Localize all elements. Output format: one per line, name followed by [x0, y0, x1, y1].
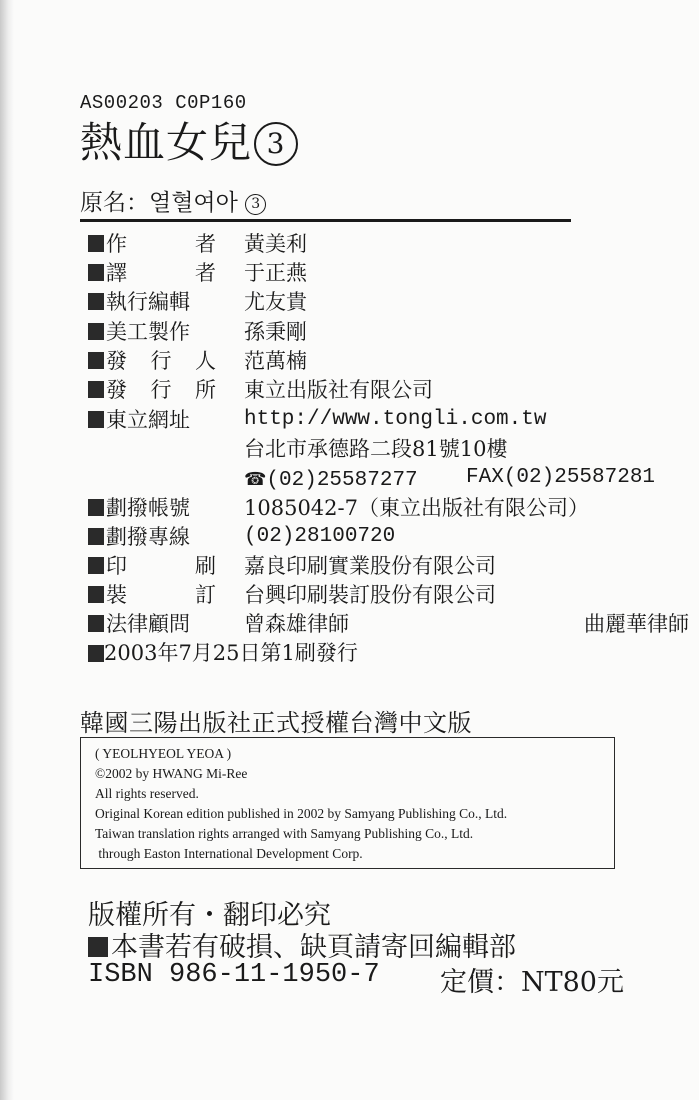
credit-label [106, 523, 216, 551]
original-volume-number: 3 [245, 194, 266, 215]
credit-label-char: 者 [195, 261, 216, 285]
title-text: 熱血女兒 [80, 118, 253, 167]
credit-label-char: 專 [148, 525, 169, 549]
credit-label [106, 376, 216, 404]
bullet-square [88, 411, 104, 428]
credit-row [88, 288, 648, 316]
credit-label-char: 線 [169, 525, 190, 549]
lawyer-2: 曲麗華律師 [584, 612, 689, 636]
credit-label-char: 執 [106, 290, 127, 314]
credit-value: 東立出版社有限公司 [244, 378, 433, 402]
credit-label-char: 址 [169, 408, 190, 432]
copyright-line: All rights reserved. [95, 786, 199, 801]
credit-label-char: 立 [127, 408, 148, 432]
copyright-line: Taiwan translation rights arranged with Samyang Publishing Co., Ltd. [95, 826, 474, 841]
credit-value: (02)28100720 [244, 525, 396, 548]
credit-value: 孫秉剛 [244, 320, 307, 344]
credit-label-char: 帳 [148, 496, 169, 520]
credit-label-char: 印 [106, 554, 127, 578]
credit-label-char: 律 [127, 612, 148, 636]
credit-value: 范萬楠 [244, 349, 307, 373]
credit-value: 黃美利 [244, 232, 307, 256]
credit-label [106, 581, 216, 609]
print-date: 2003年7月25日第1刷發行 [104, 641, 358, 665]
print-date-row [88, 639, 358, 667]
credit-label-char: 網 [148, 408, 169, 432]
credit-value [244, 610, 689, 638]
credit-label-char: 所 [195, 378, 216, 402]
credit-label [106, 230, 216, 258]
telephone-icon: ☎ [244, 469, 267, 490]
bullet-square [88, 323, 104, 340]
credit-row [88, 494, 648, 522]
credit-value: 台興印刷裝訂股份有限公司 [244, 583, 496, 607]
lawyer-1: 曾森雄律師 [244, 612, 349, 636]
credit-label-char: 發 [106, 378, 127, 402]
credit-label-char: 問 [169, 612, 190, 636]
catalog-code: AS00203 C0P160 [80, 92, 247, 114]
credit-label-char: 發 [106, 349, 127, 373]
credit-value: 嘉良印刷實業股份有限公司 [244, 554, 496, 578]
credit-row [88, 581, 648, 609]
copyright-line: through Easton International Development Corp. [95, 846, 363, 861]
copyright-line: ( YEOLHYEOL YEOA ) [95, 746, 232, 761]
bullet-square [88, 528, 104, 545]
original-title-label: 原名： [80, 190, 149, 216]
copyright-box [80, 737, 615, 869]
credit-row [88, 318, 648, 346]
credit-label-char: 劃 [106, 525, 127, 549]
credit-label-char: 作 [106, 232, 127, 256]
return-notice: 本書若有破損、缺頁請寄回編輯部 [111, 932, 516, 963]
bullet-square [88, 615, 104, 632]
credit-label-char: 撥 [127, 496, 148, 520]
isbn: ISBN 986-11-1950-7 [88, 960, 380, 990]
credit-label-char: 號 [169, 496, 190, 520]
bullet-square [88, 235, 104, 252]
title-rule [80, 219, 571, 222]
credit-label-char: 法 [106, 612, 127, 636]
credit-value: 尤友貴 [244, 290, 307, 314]
return-notice-row [88, 925, 516, 964]
bullet-square [88, 557, 104, 574]
bullet-square [88, 645, 104, 662]
credit-label-char: 編 [148, 290, 169, 314]
credit-label-char: 顧 [148, 612, 169, 636]
bullet-square [88, 586, 104, 603]
credit-row [88, 552, 648, 580]
price: 定價：NT80元 [440, 967, 624, 998]
credit-label-char: 美 [106, 320, 127, 344]
credit-row [88, 259, 648, 287]
bullet-square [88, 937, 108, 957]
credit-label [106, 552, 216, 580]
bullet-square [88, 293, 104, 310]
credit-row [88, 406, 648, 434]
bullet-square [88, 352, 104, 369]
credit-label-char: 工 [127, 320, 148, 344]
publisher-address: 台北市承德路二段81號10樓 [244, 437, 508, 461]
volume-number: 3 [254, 122, 298, 166]
credit-label-char: 者 [195, 232, 216, 256]
binding-shadow [0, 0, 14, 1100]
credit-label-char: 東 [106, 408, 127, 432]
credit-label [106, 347, 216, 375]
fax-number: FAX(02)25587281 [466, 466, 656, 489]
original-title [80, 184, 266, 217]
credit-label-char: 行 [150, 378, 172, 402]
credit-row [88, 347, 648, 375]
credit-row [88, 376, 648, 404]
credit-label-char: 撥 [127, 525, 148, 549]
credit-label [106, 610, 216, 638]
phone-number: (02)25587277 [266, 469, 418, 492]
credit-label-char: 製 [148, 320, 169, 344]
credit-row [88, 610, 689, 638]
credit-label [106, 406, 216, 434]
credit-row [88, 230, 648, 258]
credit-label-char: 作 [169, 320, 190, 344]
credit-label-char: 譯 [106, 261, 127, 285]
credit-label-char: 刷 [195, 554, 216, 578]
contact-line [244, 464, 656, 492]
credit-label [106, 288, 216, 316]
credit-label-char: 訂 [195, 583, 216, 607]
credit-label [106, 494, 216, 522]
original-title-text: 열혈여아 [149, 190, 238, 216]
copyright-line: ©2002 by HWANG Mi-Ree [95, 766, 248, 781]
credit-label-char: 行 [150, 349, 172, 373]
credit-label-char: 行 [127, 290, 148, 314]
credit-label [106, 259, 216, 287]
book-title [80, 117, 298, 169]
credit-label-char: 輯 [169, 290, 190, 314]
bullet-square [88, 264, 104, 281]
credit-label-char: 人 [195, 349, 216, 373]
credit-label-char: 劃 [106, 496, 127, 520]
bullet-square [88, 381, 104, 398]
website-url[interactable]: http://www.tongli.com.tw [244, 408, 547, 431]
bullet-square [88, 499, 104, 516]
credit-value: 1085042-7（東立出版社有限公司） [244, 496, 589, 520]
credit-label [106, 318, 216, 346]
copyright-line: Original Korean edition published in 2002 by Samyang Publishing Co., Ltd. [95, 806, 508, 821]
credit-label-char: 裝 [106, 583, 127, 607]
authorization-notice: 韓國三陽出版社正式授權台灣中文版 [80, 709, 472, 737]
credit-value: 于正燕 [244, 261, 307, 285]
credit-row [88, 523, 648, 551]
rights-notice: 版權所有・翻印必究 [88, 900, 331, 931]
